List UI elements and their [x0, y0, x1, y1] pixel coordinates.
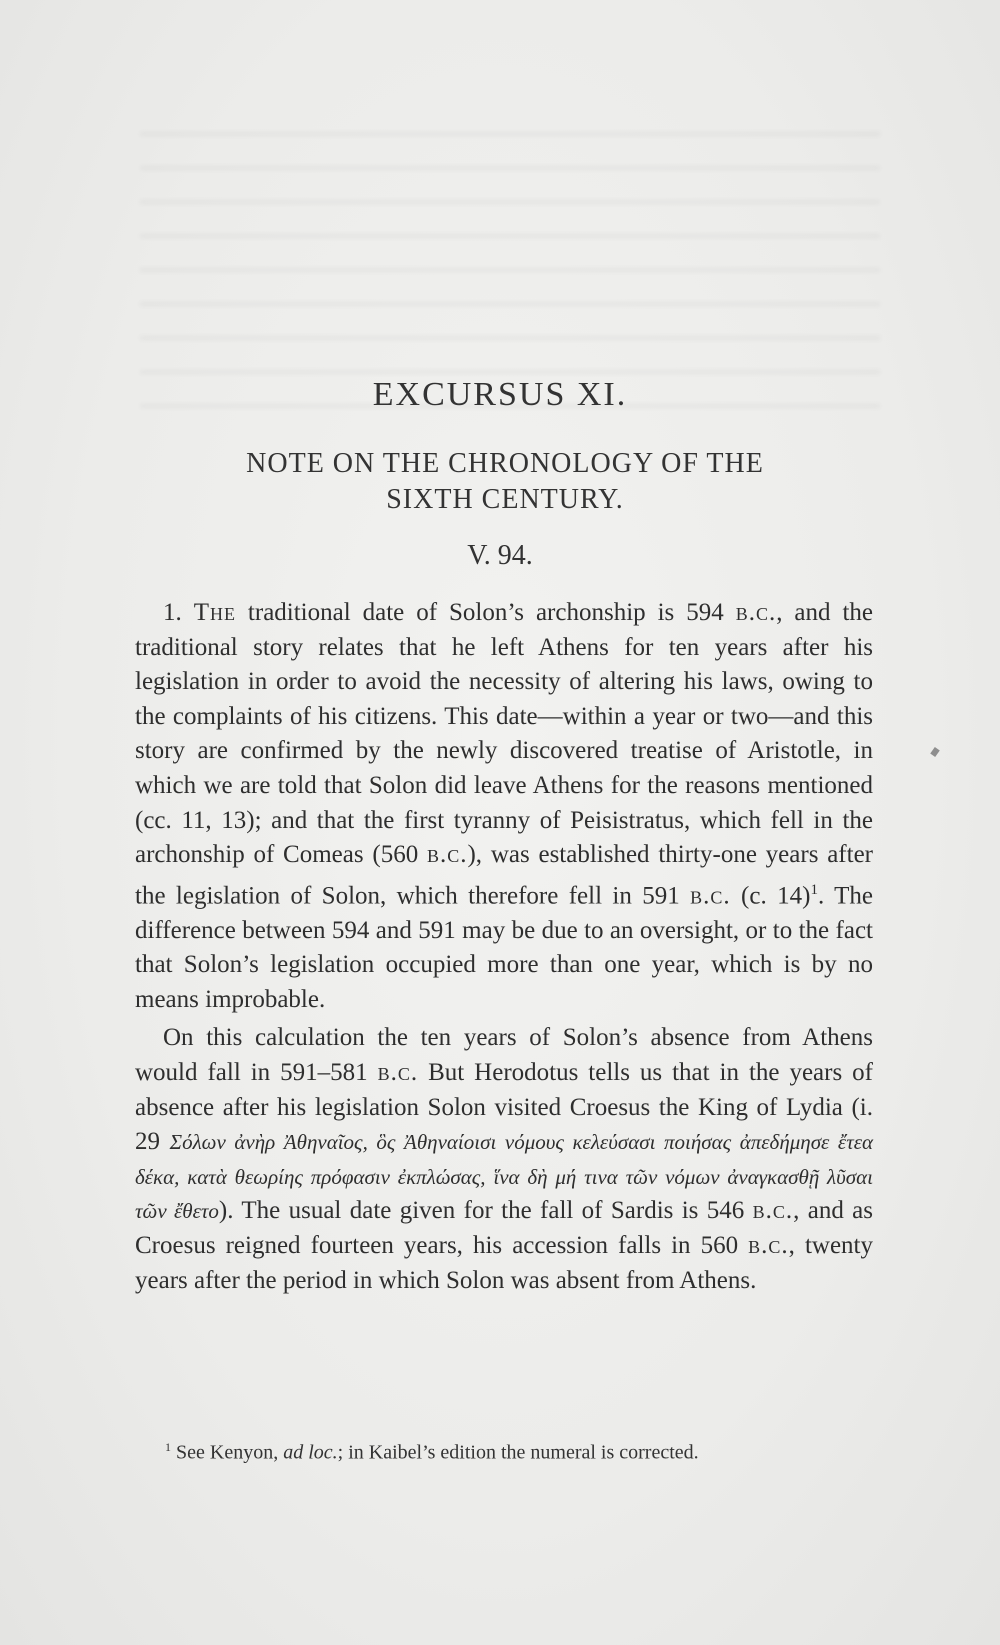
era-abbreviation: b.c. [752, 1197, 794, 1225]
footnote-italic: ad loc. [283, 1441, 338, 1464]
footnote-text: See Kenyon, [171, 1441, 284, 1464]
paragraph-text: On this calculation the ten years of Solon’s absence from Athens would fall in 591–581 [135, 1024, 873, 1087]
paragraph-text: But Herodotus tells us that in the years of absence after his legislation Solon visited Croesus the King of Lydia (i. 29 [135, 1059, 873, 1156]
footnote-text: ; in Kaibel’s edition the numeral is corrected. [337, 1441, 699, 1464]
greek-quotation: Σόλων ἀνὴρ Ἀθηναῖος, ὃς Ἀθηναίοισι νόμους κελεύσασι ποιήσας ἀπεδήμησε ἔτεα δέκα, κατὰ θεωρίης πρόφασιν ἐκπλώσας, ἵνα δὴ μή τινα τῶν νόμων ἀναγκασθῇ λῦσαι τῶν ἔθετο [135, 1130, 874, 1224]
ink-speck [930, 747, 940, 757]
footnote [165, 1440, 699, 1465]
paragraph-text: , and as Croesus reigned fourteen years, his accession falls in 560 [135, 1197, 874, 1260]
paragraph-text: , and the traditional story relates that he left Athens for ten years after his legislation in order to avoid the necessity of altering his laws, owing to the complaints of his citizens. This date—within a year or two—and this story are confirmed by the newly discovered treatise of Aristotle, in which we are told that Solon did leave Athens for the reasons mentioned (cc. 11, 13); and that the first tyranny of Peisistratus, which fell in the archonship of Comeas (560 [135, 599, 873, 869]
paragraph-1 [135, 596, 873, 1017]
paragraph-text: . The difference between 594 and 591 may be due to an oversight, or to the fact that Solon’s legislation occupied more than one year, which is by no means improbable. [135, 882, 874, 1013]
era-abbreviation: b.c. [735, 599, 777, 626]
excursus-title: EXCURSUS XI. [372, 376, 628, 413]
paragraph-text: (c. 14) [730, 882, 811, 910]
era-abbreviation: b.c. [690, 882, 731, 910]
era-abbreviation: b.c. [426, 841, 468, 869]
footnote-reference: 1 [810, 881, 818, 898]
paragraph-text: traditional date of Solon’s archonship is 594 [235, 599, 736, 626]
era-abbreviation: b.c. [748, 1232, 789, 1260]
footnote-marker: 1 [165, 1440, 171, 1454]
paragraph-text: ), was established thirty-one years after the legislation of Solon, which therefore fell in 591 [135, 841, 873, 910]
body-text [135, 596, 873, 1298]
paragraph-number: 1. [163, 599, 182, 626]
show-through-text [140, 110, 880, 410]
paragraph-text: ). The usual date given for the fall of Sardis is 546 [218, 1197, 753, 1225]
excursus-subtitle-line1: NOTE ON THE CHRONOLOGY OF THE [246, 448, 764, 479]
excursus-subtitle-line2: SIXTH CENTURY. [386, 484, 624, 515]
paragraph-text: , twenty years after the period in which Solon was absent from Athens. [135, 1232, 873, 1294]
paragraph-2 [135, 1021, 873, 1298]
book-reference: V. 94. [467, 540, 533, 571]
paragraph-lead-word: The [193, 599, 236, 626]
era-abbreviation: b.c. [377, 1059, 419, 1087]
